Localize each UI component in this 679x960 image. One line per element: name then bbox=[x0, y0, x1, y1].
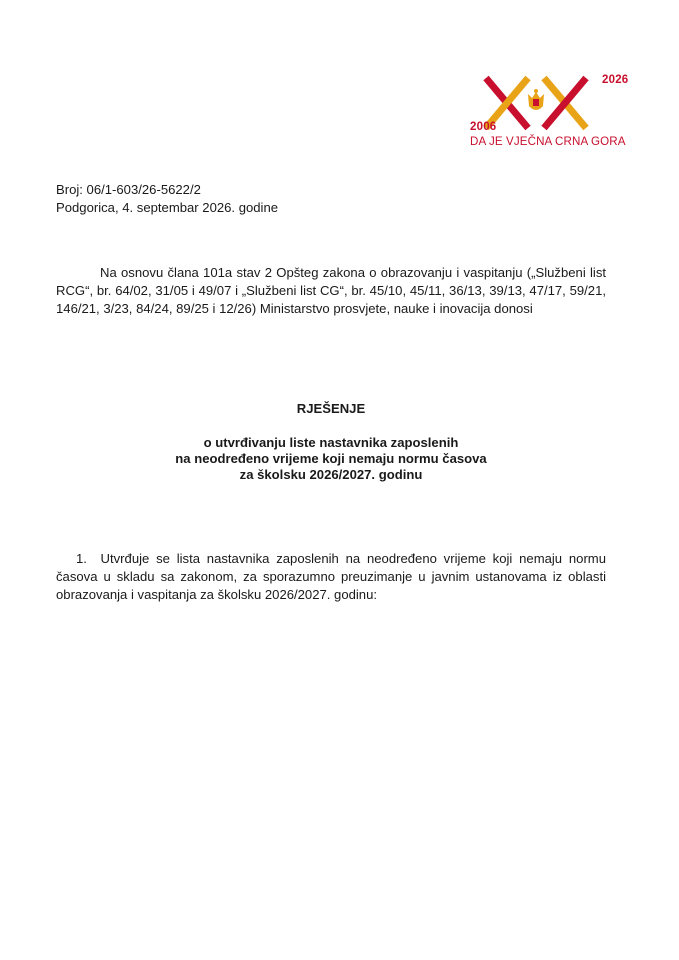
document-subtitle bbox=[56, 435, 606, 483]
logo-year-end: 2026 bbox=[602, 74, 629, 86]
document-number: Broj: 06/1-603/26-5622/2 bbox=[56, 182, 201, 197]
subtitle-line: o utvrđivanju liste nastavnika zaposlenih bbox=[203, 435, 459, 450]
coat-of-arms-icon bbox=[525, 89, 547, 113]
document-meta bbox=[56, 181, 278, 217]
subtitle-line: za školsku 2026/2027. godinu bbox=[239, 467, 423, 482]
intro-paragraph: Na osnovu člana 101a stav 2 Opšteg zakona o obrazovanju i vaspitanju („Službeni list RCG“, br. 64/02, 31/05 i 49/07 i „Službeni list CG“, br. 45/10, 45/11, 36/13, 39/13, 47/17, 59/21, 146/21, 3/23, 84/24, 89/25 i 12/26) Ministarstvo prosvjete, nauke i inovacija donosi bbox=[56, 265, 606, 316]
subtitle-line: na neodređeno vrijeme koji nemaju normu časova bbox=[175, 451, 487, 466]
document-title: RJEŠENJE bbox=[296, 401, 366, 416]
list-item bbox=[56, 550, 606, 604]
item-text: Utvrđuje se lista nastavnika zaposlenih na neodređeno vrijeme koji nemaju normu časova u skladu sa zakonom, za sporazumno preuzimanje u javnim ustanovama iz oblasti obrazovanja i vaspitanja za školsku 2026/2027. godinu: bbox=[56, 551, 606, 602]
anniversary-logo bbox=[466, 70, 636, 150]
document-place-date: Podgorica, 4. septembar 2026. godine bbox=[56, 200, 279, 215]
item-number: 1. bbox=[76, 551, 87, 566]
logo-year-start: 2006 bbox=[470, 121, 497, 133]
logo-tagline: DA JE VJEČNA CRNA GORA bbox=[470, 135, 626, 148]
